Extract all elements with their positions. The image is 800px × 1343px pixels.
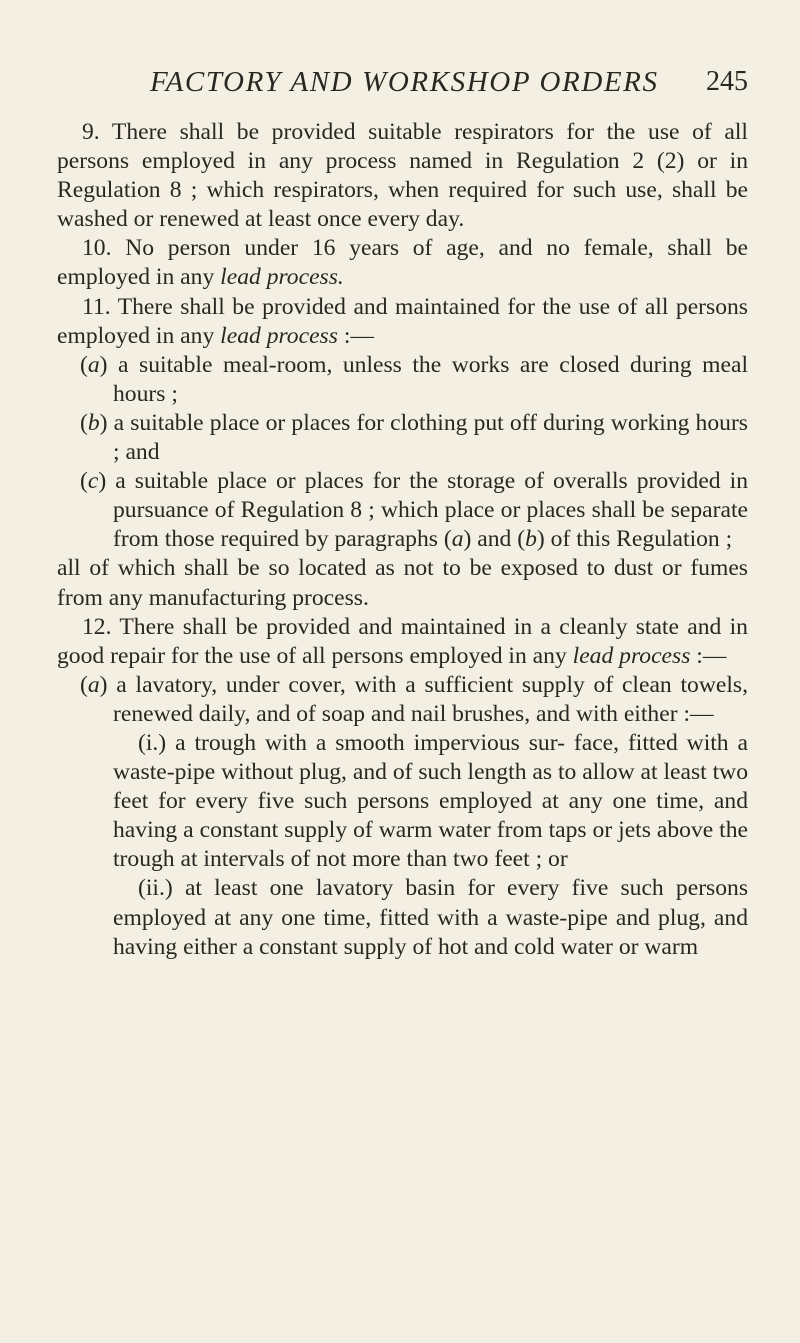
lead-process-emphasis: lead process. — [220, 264, 344, 291]
item-text: a lavatory, under cover, with a sufficient supply of clean towels, renewed daily, and of soap and nail brushes, and with either :— — [113, 671, 748, 727]
regulation-12-colon: :— — [696, 642, 727, 669]
regulation-12-subitem-ii — [57, 874, 748, 961]
regulation-11-colon: :— — [343, 322, 374, 349]
item-marker: (c) — [80, 468, 107, 495]
lead-process-emphasis: lead process — [220, 322, 338, 349]
regulation-10 — [57, 234, 748, 292]
regulation-number: 11. — [82, 293, 111, 320]
regulation-11-text: There shall be provided and maintained for the use of all persons employed in any — [57, 293, 748, 349]
regulation-11-closing: all of which shall be so located as not to be exposed to dust or fumes from any manufacturing process. — [57, 555, 748, 611]
regulation-number: 12. — [82, 613, 112, 640]
item-text: a suitable place or places for clothing put off during working hours ; and — [113, 409, 748, 466]
item-text-middle: ) and ( — [463, 526, 526, 553]
regulation-11-item-c — [57, 467, 748, 554]
item-marker: (a) — [80, 671, 108, 698]
regulation-11-item-b — [57, 409, 748, 467]
subitem-text: a trough with a smooth impervious sur- face, fitted with a waste-pipe without plug, and of such length as to allow at least two feet for every five such persons employed at any one time, and having a constant supply of warm water from taps or jets above the trough at intervals of not more than two feet ; or — [113, 729, 748, 873]
lead-process-emphasis: lead process — [572, 642, 691, 669]
regulation-number: 10. — [82, 235, 112, 262]
item-text: a suitable meal-room, unless the works are closed during meal hours ; — [113, 351, 749, 407]
item-text: a suitable place or places for the storage of overalls provided in pursuance of Regulation 8 ; which place or places shall be separate from those required by paragraphs ( — [113, 468, 748, 553]
regulation-12-item-a — [57, 671, 748, 729]
paragraph-reference-b: b — [525, 526, 537, 553]
regulation-12-subitem-i — [57, 729, 748, 874]
running-header — [57, 62, 748, 102]
page-number: 245 — [706, 66, 748, 97]
regulation-10-text: No person under 16 years of age, and no female, shall be employed in any — [57, 235, 748, 291]
regulation-12-text: There shall be provided and maintained in a cleanly state and in good repair for the use of all persons employed in any — [57, 613, 748, 669]
subitem-marker: (ii.) — [138, 875, 173, 902]
regulation-12 — [57, 613, 748, 671]
item-marker: (b) — [80, 409, 108, 436]
regulation-text — [57, 118, 748, 962]
running-title: FACTORY AND WORKSHOP ORDERS — [150, 66, 659, 98]
regulation-9 — [57, 118, 748, 234]
item-marker: (a) — [80, 351, 108, 378]
regulation-9-text: There shall be provided suitable respirators for the use of all persons employed in any process named in Regulation 2 (2) or in Regulation 8 ; which respirators, when required for such use, shall be washed or renewed at least once every day. — [57, 119, 748, 233]
item-text-ending: ) of this Regulation ; — [536, 526, 733, 553]
subitem-text: at least one lavatory basin for every five such persons employed at any one time, fitted with a waste-pipe and plug, and having either a constant supply of hot and cold water or warm — [113, 875, 749, 960]
regulation-11 — [57, 293, 748, 351]
subitem-marker: (i.) — [138, 729, 167, 756]
regulation-11-item-a — [57, 351, 748, 409]
regulation-number: 9. — [82, 119, 100, 145]
paragraph-reference-a: a — [451, 526, 464, 553]
